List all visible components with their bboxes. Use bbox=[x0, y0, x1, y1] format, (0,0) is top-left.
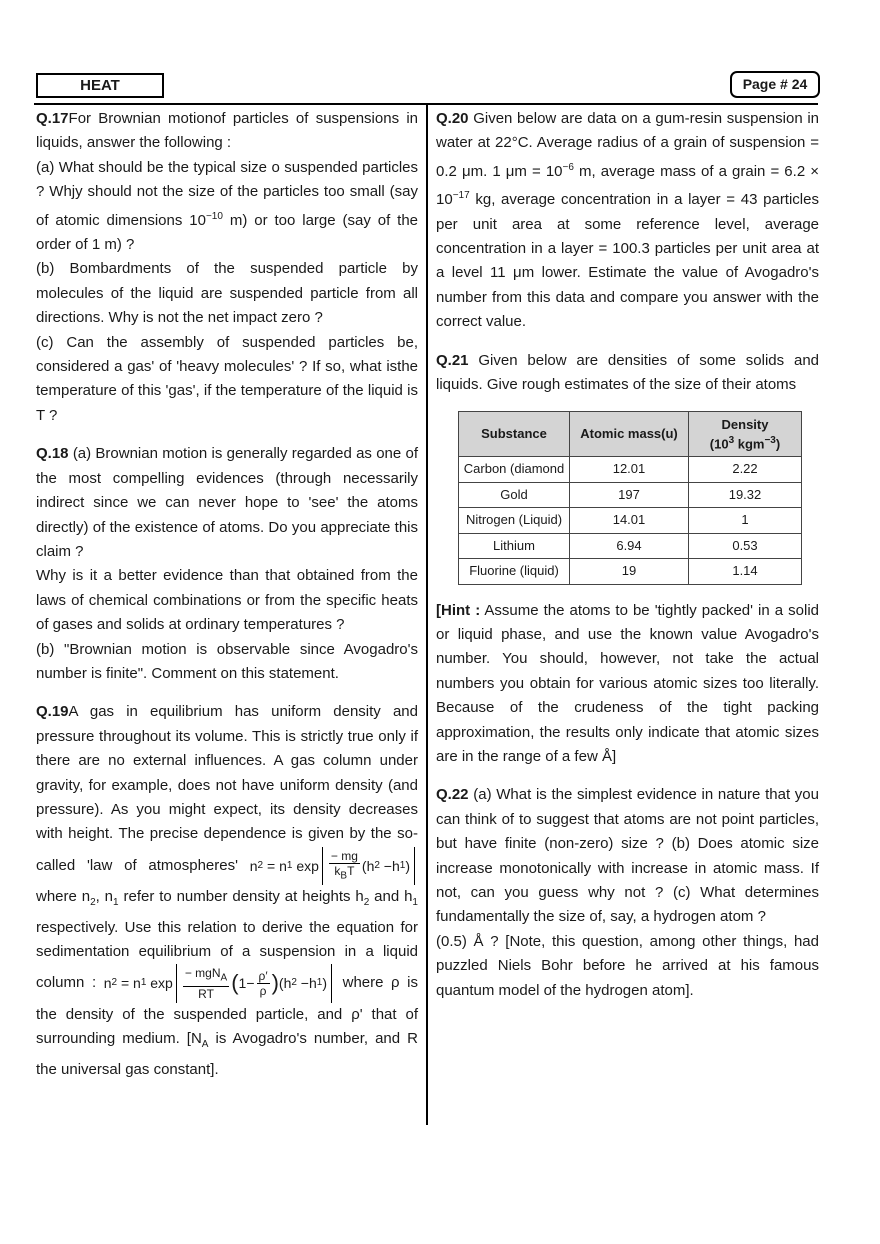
question-number: Q.19 bbox=[36, 703, 69, 721]
table-row: Fluorine (liquid) 19 1.14 bbox=[459, 559, 802, 584]
exponent: −10 bbox=[205, 210, 223, 222]
question-22 bbox=[436, 783, 819, 1003]
hint-label: [Hint : bbox=[436, 601, 481, 619]
question-text: (a) What is the simplest evidence in nature that you can think of to suggest that atoms are not point particles, but have finite (non-zero) size ? (b) Does atomic size increase monotonically with increase in atomic mass. If not, can you guess why not ? (c) What determines fundamentally the size of, say, a hydrogen atom ? bbox=[436, 786, 819, 926]
law-of-atmospheres-equation: n 2 = n 1 exp $\frac{- mg}{k_BT}$ (h 2 −h 1 ) bbox=[250, 847, 418, 885]
question-number: Q.21 bbox=[436, 351, 469, 369]
part-b: (b) "Brownian motion is observable since Avogadro's number is finite". Comment on this statement. bbox=[36, 640, 418, 682]
part-a: (a) Brownian motion is generally regarded as one of the most compelling evidences (through necessarily indirect since we can never hope to 'see' the atoms directly) of the existence of atoms. Do you appreciate this claim ? bbox=[36, 445, 419, 560]
question-text: respectively. Use this relation to derive the equation for sedimentation equilibrium of a suspension in a liquid column : bbox=[36, 918, 418, 992]
part-a-rest: m) or too large (say of the order of 1 m) ? bbox=[36, 211, 419, 254]
table-row: Gold 197 19.32 bbox=[459, 482, 802, 507]
column-header: Atomic mass(u) bbox=[570, 412, 689, 457]
right-column bbox=[436, 107, 819, 1017]
table-header-row bbox=[459, 412, 802, 457]
question-text: Given below are data on a gum-resin suspension in water at 22°C. Average radius of a grain of suspension = 0.2 μm. 1 μm = 10 bbox=[436, 110, 819, 180]
question-text: refer to number density at heights h bbox=[123, 888, 364, 906]
question-20: Q.20 Given below are data on a gum-resin suspension in water at 22°C. Average radius of a grain of suspension = 0.2 μm. 1 $\mu m = 10^{-6}$ m, average mass of a grain = $6.2 \times 10^{-17}$ kg, average concentration in a layer = 43 particles per unit area at some reference level, average concentration in a layer = 100.3 particles per unit area at a level 11 μm lower. Estimate the value of Avogadro's number from this data and compare you answer with the correct value. bbox=[436, 110, 820, 331]
column-header: Density ($10^3$ kgm$^{-3}$) bbox=[689, 412, 802, 457]
sedimentation-equation: n 2 = n 1 exp $\frac{- mgN_A}{RT}$ ( 1− $\frac{\rho'}{\rho}$ ) (h 2 −h 1 ) bbox=[104, 964, 335, 1002]
question-18 bbox=[36, 442, 418, 686]
question-text: where ρ is the density of the suspended particle, and ρ' that of surrounding medium. [N bbox=[36, 974, 418, 1048]
question-text: For Brownian motionof particles of suspensions in liquids, answer the following : bbox=[36, 110, 418, 152]
question-number: Q.18 bbox=[36, 445, 69, 463]
question-number: Q.20 bbox=[436, 110, 469, 127]
part-c: (c) Can the assembly of suspended particles be, considered a gas' of 'heavy molecules' ? If so, what isthe temperature of this 'gas', if the temperature of the liquid is T ? bbox=[36, 333, 418, 424]
hint-text: Assume the atoms to be 'tightly packed' in a solid or liquid phase, and use the known value Avogadro's number. You should, however, not take the actual numbers you obtain for various atomic sizes too literally. Because of the crudeness of the tight packing approximation, the results only indicate that atomic sizes are in the range of a few Å] bbox=[436, 601, 819, 765]
question-17 bbox=[36, 107, 418, 428]
table-row: Nitrogen (Liquid) 14.01 1 bbox=[459, 508, 802, 533]
part-b: (b) Bombardments of the suspended particle by molecules of the liquid are suspended particle from all directions. Why is not the net impact zero ? bbox=[36, 260, 418, 327]
table-row: Lithium 6.94 0.53 bbox=[459, 533, 802, 558]
column-divider bbox=[426, 103, 428, 1125]
question-21 bbox=[436, 349, 819, 770]
part-a-followup: Why is it a better evidence than that obtained from the laws of chemical combinations or from the specific heats of gases and solids at ordinary temperatures ? bbox=[36, 567, 418, 634]
column-header: Substance bbox=[459, 412, 570, 457]
question-number: Q.17 bbox=[36, 110, 69, 127]
question-note: (0.5) Å ? [Note, this question, among other things, had puzzled Niels Bohr before he arrived at his famous quantum model of the hydrogen atom]. bbox=[436, 932, 819, 999]
question-text: A gas in equilibrium has uniform density and pressure throughout its volume. This is strictly true only if there are no external influences. A gas column under gravity, for example, does not have uniform density (and pressure). As you might expect, its density decreases with height. The precise dependence is given by the so-called 'law of atmospheres' bbox=[36, 703, 418, 874]
density-table bbox=[458, 411, 802, 584]
question-number: Q.22 bbox=[436, 786, 469, 804]
question-19: Q.19A gas in equilibrium has uniform density and pressure throughout its volume. This is strictly true only if there are no external influences. A gas column under gravity, for example, does not have uniform density (and pressure). As you might expect, its density decreases with height. The precise dependence is given by the so-called 'law of atmospheres' n 2 = n 1 exp $\frac{- mg}{k_BT}$ (h 2 −h 1 ) where $n_2$, $n_1$ refer to number density at heights $h_2$ and $h_1$ respectively. Use this relation to derive the equation for sedimentation equilibrium of a suspension in a liquid column : n 2 = n 1 exp $\frac{- mgN_A}{RT}$ ( 1− $\frac{\rho'}{\rho}$ ) (h 2 −h 1 ) where ρ is the density of the suspended particle, and ρ' that of surrounding medium. [$N_A$ is Avogadro's number, and R the universal gas constant]. bbox=[36, 703, 418, 1078]
chapter-title: HEAT bbox=[36, 73, 164, 98]
where-text: where n bbox=[36, 888, 91, 906]
table-row: Carbon (diamond 12.01 2.22 bbox=[459, 457, 802, 482]
left-column bbox=[36, 107, 418, 1096]
page-number: Page # 24 bbox=[730, 71, 820, 98]
part-a: (a) What should be the typical size o suspended particles ? Whjy should not the size of the particles too small (say of atomic dimensions 10 bbox=[36, 158, 418, 229]
question-text: Given below are densities of some solids and liquids. Give rough estimates of the size of their atoms bbox=[436, 351, 820, 394]
